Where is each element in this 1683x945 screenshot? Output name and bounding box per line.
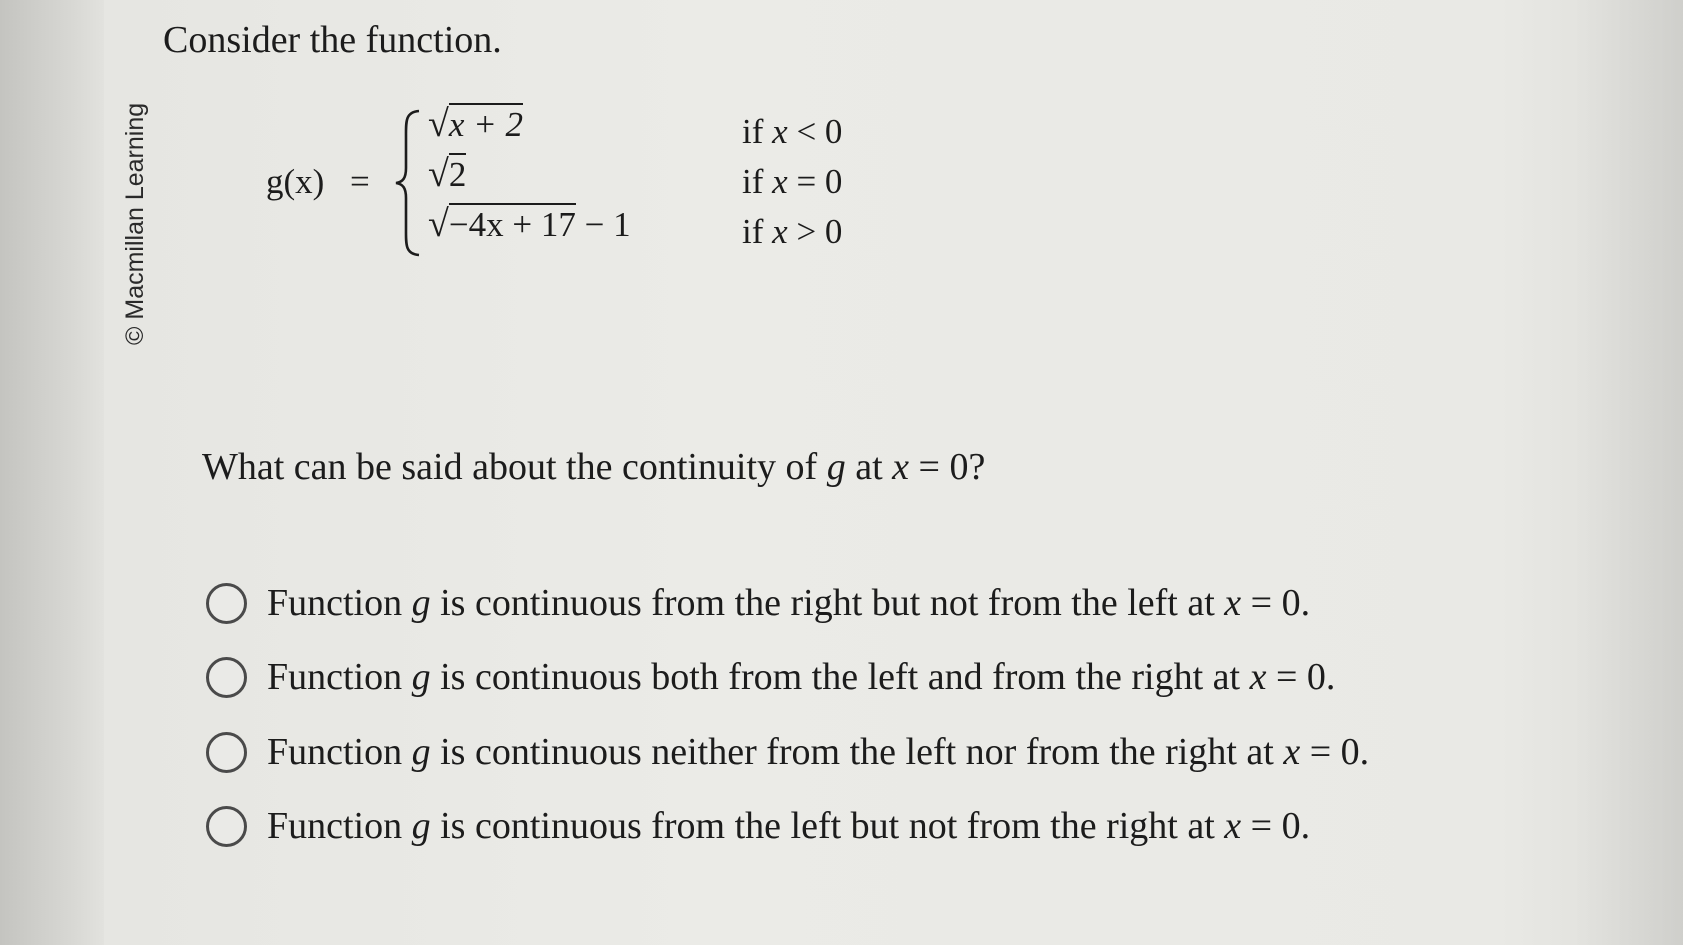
condition-var: x [772, 162, 788, 201]
option-label: Function g is continuous from the left but not from the right at x = 0. [267, 805, 1311, 847]
answer-option-1[interactable] [206, 578, 1310, 628]
question-post: = 0? [909, 446, 986, 488]
radio-button[interactable] [206, 806, 247, 847]
function-lhs: g(x) [266, 162, 325, 201]
condition-rest: = 0 [787, 162, 843, 201]
case-condition-3 [742, 212, 842, 252]
condition-if: if [742, 212, 764, 251]
case-condition-2 [742, 162, 842, 202]
radio-button[interactable] [206, 657, 247, 698]
sqrt-expression [428, 202, 576, 246]
sqrt-icon: √ [428, 153, 449, 195]
question-pre: What can be said about the continuity of [202, 446, 827, 488]
sqrt-icon: √ [428, 203, 449, 245]
copyright-watermark: © Macmillan Learning [121, 102, 149, 345]
case-row-1 [428, 102, 523, 146]
case-row-2 [428, 152, 466, 196]
sqrt-icon: √ [428, 103, 449, 145]
case-row-3 [428, 202, 631, 246]
question-text [202, 445, 985, 489]
left-margin [0, 0, 104, 945]
answer-option-2[interactable] [206, 652, 1335, 702]
case-suffix: − 1 [575, 205, 631, 244]
right-shadow [1573, 0, 1683, 945]
radicand: 2 [448, 155, 467, 194]
radio-button[interactable] [206, 583, 247, 624]
curly-brace-icon [393, 108, 423, 258]
condition-rest: < 0 [787, 112, 843, 151]
answer-option-4[interactable] [206, 801, 1310, 851]
question-var-x: x [892, 446, 910, 488]
case-condition-1 [742, 112, 842, 152]
answer-option-3[interactable] [206, 727, 1369, 777]
condition-var: x [772, 112, 788, 151]
intro-text: Consider the function. [163, 19, 502, 61]
condition-if: if [742, 112, 764, 151]
radicand: −4x + 17 [448, 205, 576, 244]
sqrt-expression [428, 102, 523, 146]
equals-sign: = [350, 162, 370, 201]
question-mid: at [845, 446, 893, 488]
radicand: x + 2 [448, 105, 524, 144]
condition-rest: > 0 [787, 212, 843, 251]
option-label: Function g is continuous both from the left and from the right at x = 0. [267, 656, 1336, 698]
condition-if: if [742, 162, 764, 201]
option-label: Function g is continuous from the right but not from the left at x = 0. [267, 582, 1311, 624]
radio-button[interactable] [206, 732, 247, 773]
question-var-g: g [826, 446, 846, 488]
option-label: Function g is continuous neither from the left nor from the right at x = 0. [267, 731, 1370, 773]
condition-var: x [772, 212, 788, 251]
sqrt-expression [428, 152, 466, 196]
